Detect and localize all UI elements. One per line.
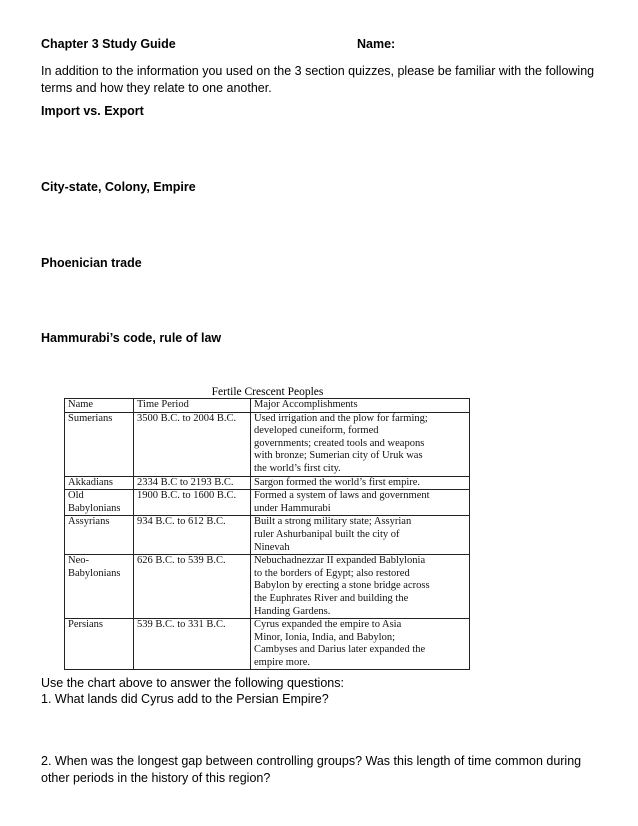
accomplishment-line: Used irrigation and the plow for farming; <box>254 412 428 424</box>
column-header: Name <box>65 399 134 413</box>
accomplishment-line: Babylon by erecting a stone bridge across <box>254 580 430 592</box>
page-title: Chapter 3 Study Guide <box>41 37 176 51</box>
accomplishment-line: Handing Gardens. <box>254 605 331 617</box>
table-row <box>65 516 470 555</box>
table-header-row <box>65 399 470 413</box>
table-row <box>65 555 470 619</box>
table-caption: Fertile Crescent Peoples <box>211 386 324 398</box>
cell-accomplishments <box>251 555 470 619</box>
accomplishment-line: the world’s first city. <box>254 462 341 474</box>
table-row <box>65 476 470 490</box>
term-phoenician-trade: Phoenician trade <box>41 256 142 270</box>
accomplishment-line: Minor, Ionia, India, and Babylon; <box>254 631 396 643</box>
accomplishment-line: developed cuneiform, formed <box>254 425 379 437</box>
question-2-line-2: other periods in the history of this region? <box>41 771 271 785</box>
accomplishment-line: Sargon formed the world’s first empire. <box>254 476 421 488</box>
column-header: Time Period <box>134 399 251 413</box>
accomplishment-line: Cambyses and Darius later expanded the <box>254 644 426 656</box>
cell-accomplishments <box>251 412 470 476</box>
accomplishment-line: Nebuchadnezzar II expanded Bablylonia <box>254 555 426 567</box>
cell-name: Old Babylonians <box>65 490 134 516</box>
term-city-state: City-state, Colony, Empire <box>41 180 196 194</box>
cell-period: 626 B.C. to 539 B.C. <box>134 555 251 619</box>
cell-period: 1900 B.C. to 1600 B.C. <box>134 490 251 516</box>
cell-accomplishments <box>251 516 470 555</box>
intro-line-2: terms and how they relate to one another. <box>41 81 272 95</box>
question-2-line-1: 2. When was the longest gap between controlling groups? Was this length of time common during <box>41 754 582 768</box>
table-row <box>65 490 470 516</box>
intro-line-1: In addition to the information you used on the 3 section quizzes, please be familiar with the following <box>41 64 595 78</box>
question-1: 1. What lands did Cyrus add to the Persian Empire? <box>41 692 329 706</box>
fertile-crescent-table <box>64 398 470 670</box>
accomplishment-line: Ninevah <box>254 541 290 553</box>
accomplishment-line: Formed a system of laws and government <box>254 490 430 502</box>
cell-accomplishments <box>251 490 470 516</box>
cell-name: Neo-Babylonians <box>65 555 134 619</box>
table-row <box>65 412 470 476</box>
name-label: Name: <box>357 37 396 51</box>
cell-name: Sumerians <box>65 412 134 476</box>
cell-period: 2334 B.C to 2193 B.C. <box>134 476 251 490</box>
term-import-export: Import vs. Export <box>41 104 144 118</box>
accomplishment-line: governments; created tools and weapons <box>254 437 425 449</box>
accomplishment-line: empire more. <box>254 656 310 668</box>
cell-name: Assyrians <box>65 516 134 555</box>
cell-accomplishments <box>251 476 470 490</box>
cell-period: 539 B.C. to 331 B.C. <box>134 619 251 670</box>
accomplishment-line: with bronze; Sumerian city of Uruk was <box>254 450 423 462</box>
cell-accomplishments <box>251 619 470 670</box>
accomplishment-line: to the borders of Egypt; also restored <box>254 567 410 579</box>
cell-period: 934 B.C. to 612 B.C. <box>134 516 251 555</box>
accomplishment-line: under Hammurabi <box>254 502 331 514</box>
accomplishment-line: Built a strong military state; Assyrian <box>254 516 412 528</box>
term-hammurabi: Hammurabi’s code, rule of law <box>41 331 222 345</box>
questions-instruction: Use the chart above to answer the following questions: <box>41 676 344 690</box>
accomplishment-line: the Euphrates River and building the <box>254 592 409 604</box>
cell-name: Persians <box>65 619 134 670</box>
accomplishment-line: Cyrus expanded the empire to Asia <box>254 619 402 631</box>
column-header: Major Accomplishments <box>251 399 470 413</box>
cell-period: 3500 B.C. to 2004 B.C. <box>134 412 251 476</box>
accomplishment-line: ruler Ashurbanipal built the city of <box>254 528 400 540</box>
cell-name: Akkadians <box>65 476 134 490</box>
table-row <box>65 619 470 670</box>
